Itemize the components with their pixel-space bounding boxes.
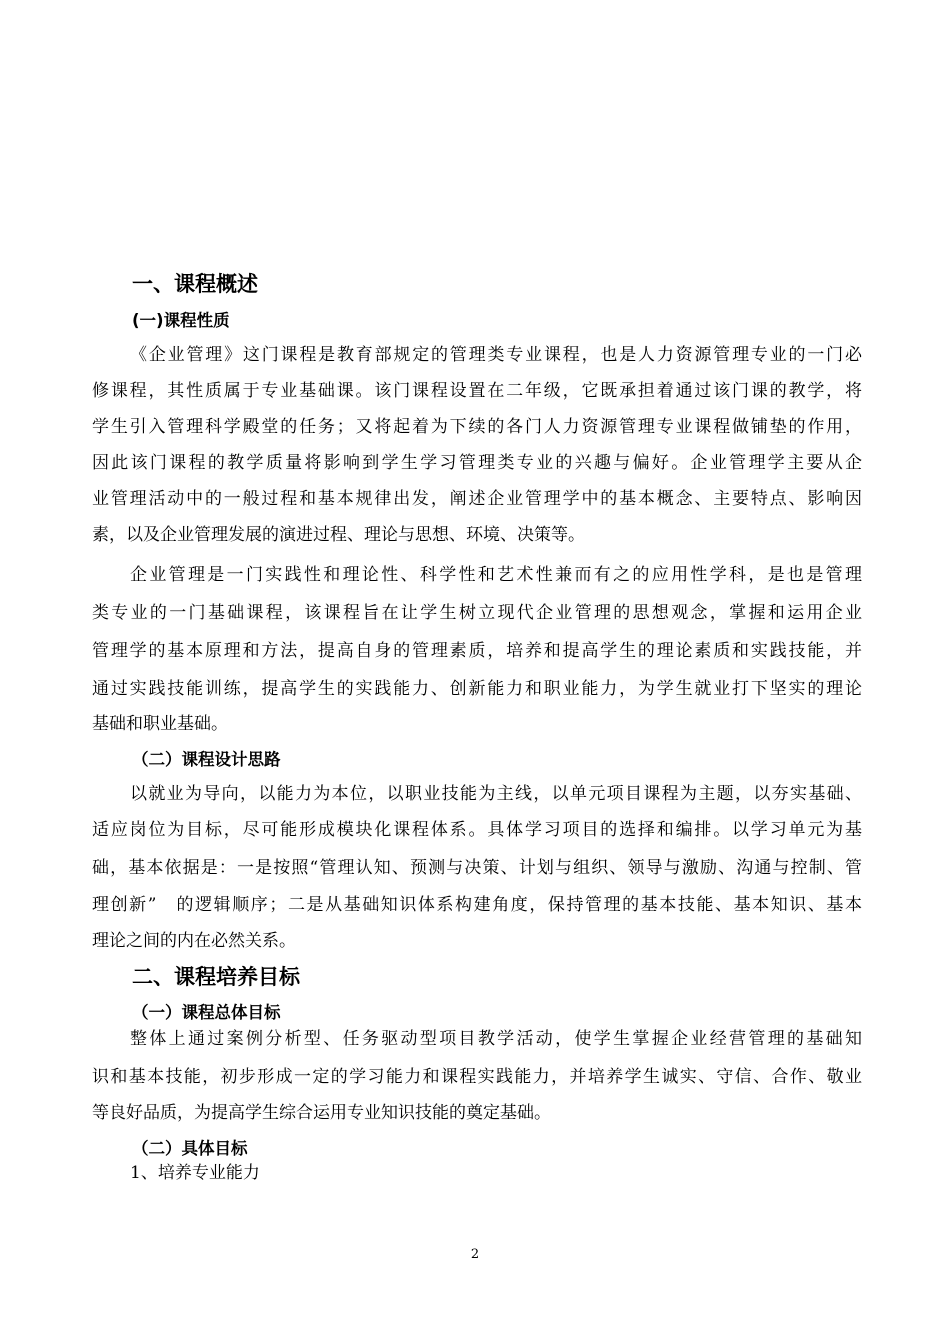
text-line: 学生引入管理科学殿堂的任务；又将起着为下续的各门人力资源管理专业课程做铺垫的作用， bbox=[92, 417, 862, 437]
section-2-1-heading: （一）课程总体目标 bbox=[132, 1003, 281, 1022]
text-line: 理创新” 的逻辑顺序；二是从基础知识体系构建角度，保持管理的基本技能、基本知识、基本 bbox=[92, 895, 862, 915]
text-line: 企业管理是一门实践性和理论性、科学性和艺术性兼而有之的应用性学科，是也是管理 bbox=[130, 565, 862, 585]
text-line: 业管理活动中的一般过程和基本规律出发，阐述企业管理学中的基本概念、主要特点、影响因 bbox=[92, 489, 862, 509]
text-line: 识和基本技能，初步形成一定的学习能力和课程实践能力，并培养学生诚实、守信、合作、敬业 bbox=[92, 1067, 862, 1087]
text-line: 础，基本依据是：一是按照“管理认知、预测与决策、计划与组织、领导与激励、沟通与控制、管 bbox=[92, 858, 862, 878]
text-line: 以就业为导向，以能力为本位，以职业技能为主线，以单元项目课程为主题，以夯实基础、 bbox=[130, 784, 862, 804]
section-1-heading: 一、课程概述 bbox=[132, 272, 258, 296]
text-line: 等良好品质，为提高学生综合运用专业知识技能的奠定基础。 bbox=[92, 1103, 551, 1123]
section-1-2-heading: （二）课程设计思路 bbox=[132, 750, 281, 769]
text-line: 因此该门课程的教学质量将影响到学生学习管理类专业的兴趣与偏好。企业管理学主要从企 bbox=[92, 453, 862, 473]
text-line: 基础和职业基础。 bbox=[92, 714, 228, 734]
section-2-2-heading: （二）具体目标 bbox=[132, 1139, 248, 1158]
text-line: 管理学的基本原理和方法，提高自身的管理素质，培养和提高学生的理论素质和实践技能，并 bbox=[92, 641, 862, 661]
text-line: 整体上通过案例分析型、任务驱动型项目教学活动，使学生掌握企业经营管理的基础知 bbox=[130, 1029, 862, 1049]
page-number: 2 bbox=[470, 1247, 480, 1262]
text-line: 修课程，其性质属于专业基础课。该门课程设置在二年级，它既承担着通过该门课的教学，将 bbox=[92, 381, 862, 401]
section-1-1-heading: (一)课程性质 bbox=[132, 311, 230, 330]
text-line: 《企业管理》这门课程是教育部规定的管理类专业课程，也是人力资源管理专业的一门必 bbox=[130, 345, 862, 365]
section-2-heading: 二、课程培养目标 bbox=[132, 965, 300, 989]
list-item: 1、培养专业能力 bbox=[130, 1163, 260, 1183]
text-line: 适应岗位为目标，尽可能形成模块化课程体系。具体学习项目的选择和编排。以学习单元为基 bbox=[92, 820, 862, 840]
text-line: 通过实践技能训练，提高学生的实践能力、创新能力和职业能力，为学生就业打下坚实的理论 bbox=[92, 679, 862, 699]
text-line: 理论之间的内在必然关系。 bbox=[92, 931, 296, 951]
text-line: 类专业的一门基础课程，该课程旨在让学生树立现代企业管理的思想观念，掌握和运用企业 bbox=[92, 603, 862, 623]
text-line: 素，以及企业管理发展的演进过程、理论与思想、环境、决策等。 bbox=[92, 525, 585, 545]
